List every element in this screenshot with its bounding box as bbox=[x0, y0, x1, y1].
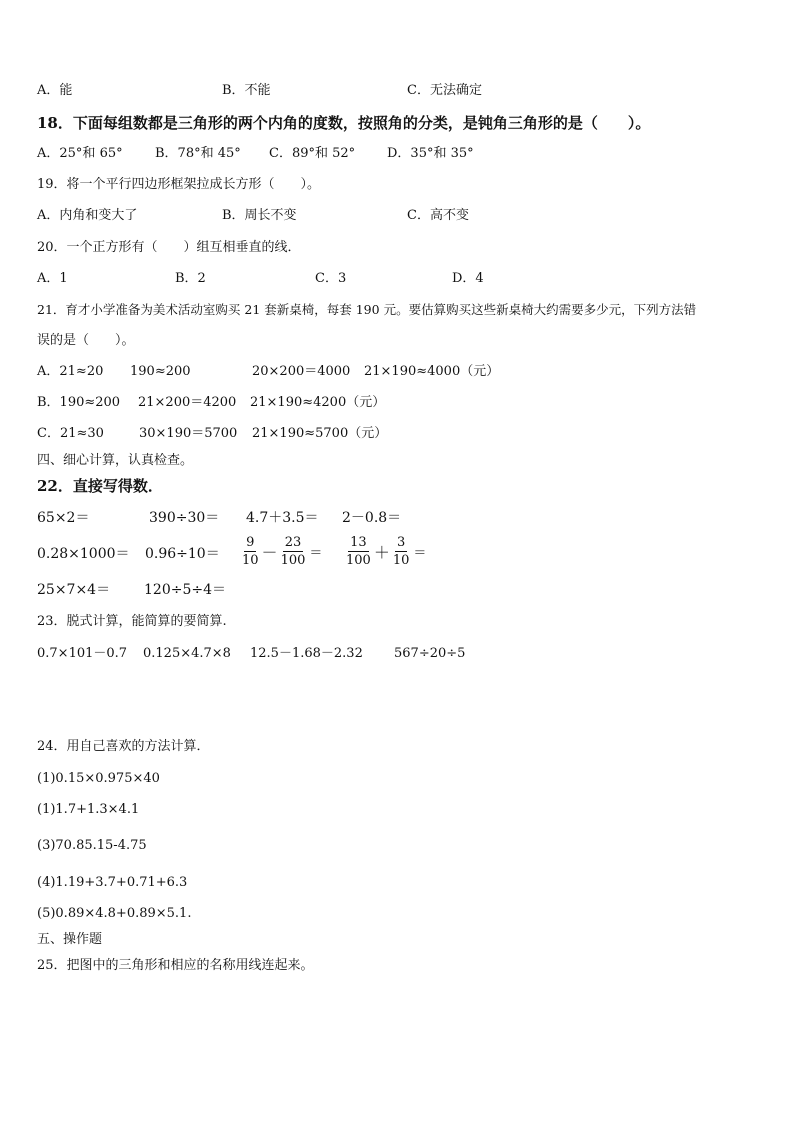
denominator: 100 bbox=[280, 553, 306, 568]
q22-fraction-expr-2 bbox=[344, 535, 426, 568]
numerator: 9 bbox=[246, 535, 255, 550]
q22-item: 25×7×4＝ bbox=[37, 582, 111, 598]
q22-item: 2－0.8＝ bbox=[342, 510, 402, 526]
q19-option-c: C．高不变 bbox=[407, 208, 469, 223]
q20-option-b: B．2 bbox=[175, 271, 206, 286]
q23-item: 12.5－1.68－2.32 bbox=[250, 646, 363, 661]
fraction bbox=[344, 535, 373, 568]
q22-item: 390÷30＝ bbox=[149, 510, 220, 526]
operator: － bbox=[261, 543, 278, 562]
numerator: 3 bbox=[396, 535, 406, 550]
q24-item-5: (5)0.89×4.8+0.89×5.1. bbox=[37, 906, 192, 921]
q21-stem-line1: 21．育才小学准备为美术活动室购买 21 套新桌椅，每套 190 元。要估算购买这些新桌椅大约需要多少元，下列方法错 bbox=[37, 302, 697, 317]
q19-option-b: B．周长不变 bbox=[222, 208, 297, 223]
q21-a-step1: A．21≈20 bbox=[37, 364, 104, 379]
q21-b-step3: 21×190≈4200（元） bbox=[250, 395, 386, 410]
q25-stem: 25．把图中的三角形和相应的名称用线连起来。 bbox=[37, 958, 314, 973]
q18-option-b: B．78°和 45° bbox=[155, 146, 241, 161]
q21-stem-line2: 误的是（ ）。 bbox=[37, 333, 135, 348]
q24-stem: 24．用自己喜欢的方法计算． bbox=[37, 739, 210, 754]
q22-item: 120÷5÷4＝ bbox=[144, 582, 226, 598]
q23-item: 567÷20÷5 bbox=[394, 646, 466, 661]
denominator: 100 bbox=[346, 553, 371, 568]
q22-item: 4.7＋3.5＝ bbox=[246, 510, 319, 526]
section-5-heading: 五、操作题 bbox=[37, 932, 103, 947]
q21-a-step4: 21×190≈4000（元） bbox=[364, 364, 500, 379]
q19-stem: 19．将一个平行四边形框架拉成长方形（ ）。 bbox=[37, 177, 321, 192]
q24-item-2: (1)1.7+1.3×4.1 bbox=[37, 802, 140, 817]
q23-item: 0.7×101－0.7 bbox=[37, 646, 128, 661]
q21-b-step1: B．190≈200 bbox=[37, 395, 121, 410]
q18-stem: 18．下面每组数都是三角形的两个内角的度数，按照角的分类，是钝角三角形的是（ ）。 bbox=[37, 114, 651, 132]
q20-option-c: C．3 bbox=[315, 271, 347, 286]
numerator: 13 bbox=[350, 535, 367, 550]
equals-sign: ＝ bbox=[309, 546, 323, 561]
q18-option-a: A．25°和 65° bbox=[37, 146, 123, 161]
q21-a-step3: 20×200＝4000 bbox=[252, 364, 351, 379]
q23-stem: 23．脱式计算，能简算的要简算. bbox=[37, 614, 227, 629]
q17-option-b: B．不能 bbox=[222, 83, 271, 98]
numerator: 23 bbox=[284, 535, 302, 550]
q22-item: 0.28×1000＝ bbox=[37, 546, 130, 562]
equals-sign: ＝ bbox=[413, 546, 427, 561]
q18-option-d: D．35°和 35° bbox=[387, 146, 474, 161]
q24-item-1: (1)0.15×0.975×40 bbox=[37, 771, 160, 786]
q24-item-3: (3)70.85.15-4.75 bbox=[37, 838, 147, 853]
q20-stem: 20．一个正方形有（ ）组互相垂直的线． bbox=[37, 240, 301, 255]
q23-item: 0.125×4.7×8 bbox=[143, 646, 231, 661]
q17-option-c: C．无法确定 bbox=[407, 83, 482, 98]
fraction bbox=[279, 535, 308, 568]
q21-c-step1: C．21≈30 bbox=[37, 426, 104, 441]
q22-stem: 22．直接写得数． bbox=[37, 477, 163, 495]
q19-option-a: A．内角和变大了 bbox=[37, 208, 138, 223]
q22-item: 65×2＝ bbox=[37, 510, 90, 526]
q22-item: 0.96÷10＝ bbox=[145, 546, 220, 562]
q22-fraction-expr-1 bbox=[240, 535, 322, 568]
q21-b-step2: 21×200＝4200 bbox=[138, 395, 237, 410]
q24-item-4: (4)1.19+3.7+0.71+6.3 bbox=[37, 875, 188, 890]
section-4-heading: 四、细心计算，认真检查。 bbox=[37, 453, 194, 468]
q18-option-c: C．89°和 52° bbox=[269, 146, 356, 161]
operator: ＋ bbox=[373, 543, 390, 562]
fraction bbox=[240, 535, 261, 568]
q17-option-a: A．能 bbox=[37, 83, 73, 98]
q21-c-step2: 30×190＝5700 bbox=[139, 426, 238, 441]
q20-option-a: A．1 bbox=[37, 271, 68, 286]
q20-option-d: D．4 bbox=[452, 271, 484, 286]
denominator: 10 bbox=[392, 553, 410, 568]
fraction bbox=[391, 535, 412, 568]
q21-a-step2: 190≈200 bbox=[130, 364, 191, 379]
q21-c-step3: 21×190≈5700（元） bbox=[252, 426, 388, 441]
denominator: 10 bbox=[242, 553, 259, 568]
